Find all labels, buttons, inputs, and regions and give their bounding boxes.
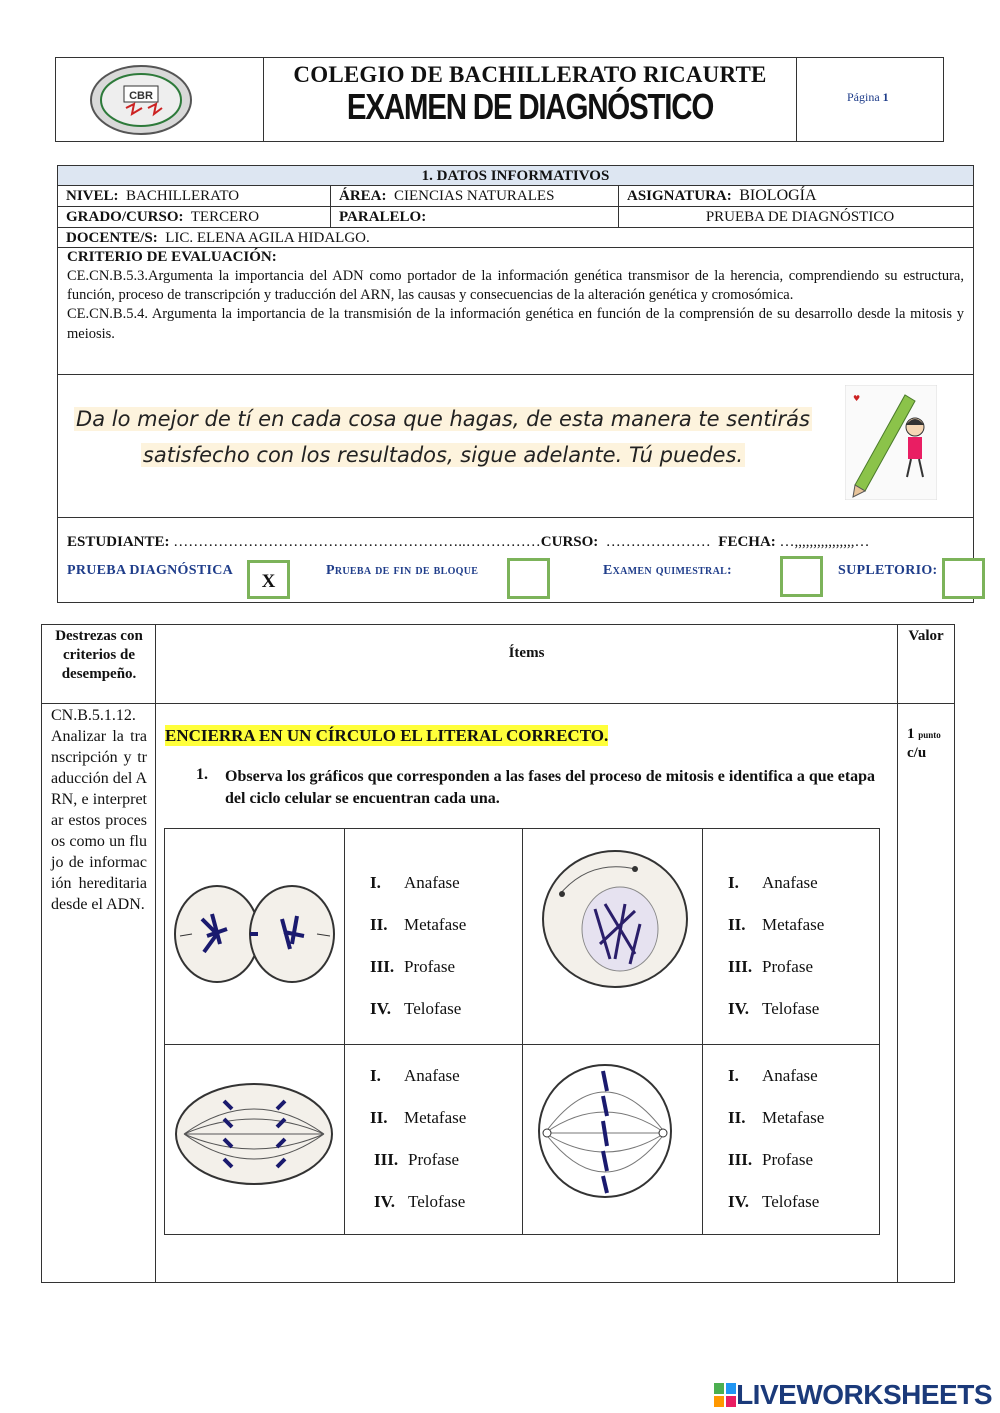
row-grado: GRADO/CURSO: TERCERO PARALELO: PRUEBA DE DIAGNÓSTICO (58, 207, 973, 228)
prueba-diagnostica-label: PRUEBA DIAGNÓSTICA (67, 563, 234, 578)
option-3-III[interactable]: III. Profase (374, 1150, 459, 1169)
option-1-III[interactable]: III. Profase (370, 957, 455, 976)
curso-field[interactable]: ………………… (605, 534, 711, 550)
col-items-header: Ítems (508, 645, 545, 661)
exam-title: EXAMEN DE DIAGNÓSTICO (346, 86, 714, 127)
option-3-I[interactable]: I. Anafase (370, 1066, 460, 1085)
examen-quimestral-label: Examen quimestral: (603, 563, 733, 578)
options-cell-2 (728, 862, 824, 1030)
criterio-1: CE.CN.B.5.3.Argumenta la importancia del ADN como portador de la información genética transmisor de la herencia, comprendiendo su estructura, función, proceso de transcripción y traducción del ARN, las causas y consecuencias de la alteración genética y cromosómica. (67, 268, 964, 304)
prueba-fin-label: Prueba de fin de bloque (326, 563, 479, 578)
option-4-I[interactable]: I. Anafase (728, 1066, 818, 1085)
supletorio-label: SUPLETORIO: (838, 563, 938, 578)
page-cell (797, 58, 943, 141)
checkbox-supletorio[interactable] (942, 558, 985, 599)
q1-text: Observa los gráficos que corresponden a las fases del proceso de mitosis e identifica a que etapa del ciclo celular se encuentran cada una. (225, 768, 876, 807)
cell-image-telofase-like (172, 874, 337, 994)
option-1-IV[interactable]: IV. Telofase (370, 999, 462, 1018)
destreza-text: CN.B.5.1.12. Analizar la transcripción y traducción del ARN, e interpretar estos procesos como un flujo de información hereditaria desde el ADN. (51, 707, 147, 913)
row-docente: DOCENTE/S: LIC. ELENA AGILA HIDALGO. (58, 228, 973, 248)
checkbox-examen-quimestral[interactable] (780, 556, 823, 597)
school-name: COLEGIO DE BACHILLERATO RICAURTE (293, 62, 767, 87)
option-1-II[interactable]: II. Metafase (370, 915, 467, 934)
option-4-II[interactable]: II. Metafase (728, 1108, 825, 1127)
checkbox-prueba-diagnostica[interactable]: X (247, 560, 290, 599)
options-cell-4 (728, 1055, 824, 1223)
option-2-II[interactable]: II. Metafase (728, 915, 825, 934)
option-2-IV[interactable]: IV. Telofase (728, 999, 820, 1018)
pencil-girl-illustration (845, 385, 937, 500)
title-cell (264, 58, 797, 141)
lwk-logo-icon (714, 1383, 736, 1407)
motivation-text: Da lo mejor de tí en cada cosa que hagas, de esta manera te sentirás satisfecho con los resultados, sigue adelante. Tú puedes. (76, 407, 810, 467)
motivation-row (58, 375, 973, 518)
svg-text:♥: ♥ (853, 394, 861, 403)
section-title: 1. DATOS INFORMATIVOS (58, 166, 973, 186)
cell-image-metafase-like (535, 1061, 675, 1201)
svg-text:CBR: CBR (129, 90, 153, 102)
option-2-I[interactable]: I. Anafase (728, 873, 818, 892)
option-3-II[interactable]: II. Metafase (370, 1108, 467, 1127)
option-3-IV[interactable]: IV. Telofase (374, 1192, 466, 1211)
school-logo (86, 64, 196, 136)
cell-image-anafase-like (172, 1079, 337, 1189)
row-nivel: NIVEL: BACHILLERATO ÁREA: CIENCIAS NATURALES ASIGNATURA: BIOLOGÍA (58, 186, 973, 207)
logo-cell (56, 58, 264, 141)
datos-informativos (57, 165, 974, 603)
option-4-IV[interactable]: IV. Telofase (728, 1192, 820, 1211)
option-4-III[interactable]: III. Profase (728, 1150, 813, 1169)
fecha-field[interactable]: …,,,,,,,,,,,,,,,,… (779, 534, 870, 550)
page-indicator: Página 1 (847, 90, 889, 104)
options-cell-1 (370, 862, 466, 1030)
options-cell-3 (370, 1055, 466, 1223)
instruction-text: ENCIERRA EN UN CÍRCULO EL LITERAL CORRECTO. (165, 726, 609, 745)
row-criterio: CRITERIO DE EVALUACIÓN: CE.CN.B.5.3.Argumenta la importancia del ADN como portador de la información genética transmisor de la herencia, comprendiendo su estructura, función, proceso de transcripción y traducción del ARN, las causas y consecuencias de la alteración genética y cromosómica. CE.CN.B.5.4. Argumenta la importancia de la transmisión de la información genética en función de la comprensión de su desarrollo desde la mitosis y meiosis. (58, 248, 973, 375)
col-destrezas-header: Destrezas con criterios de desempeño. (55, 628, 143, 682)
student-line: ESTUDIANTE: …………………………………………………..……………CURSO: ………………… FECHA: …,,,,,,,,,,,,,,,,… (67, 534, 870, 550)
mitosis-grid (164, 828, 880, 1235)
liveworksheets-watermark[interactable]: LIVEWORKSHEETS (714, 1379, 992, 1411)
cell-image-profase-like (540, 849, 690, 989)
criterio-2: CE.CN.B.5.4. Argumenta la importancia de la transmisión de la información genética en función de la comprensión de su desarrollo desde la mitosis y meiosis. (67, 306, 964, 342)
option-1-I[interactable]: I. Anafase (370, 873, 460, 892)
estudiante-field[interactable]: …………………………………………………..…………… (173, 534, 541, 550)
checkbox-prueba-fin-bloque[interactable] (507, 558, 550, 599)
option-2-III[interactable]: III. Profase (728, 957, 813, 976)
valor-cell: 1 punto c/u (907, 726, 941, 761)
header-box (55, 57, 944, 142)
col-valor-header: Valor (908, 628, 944, 644)
q1-number: 1. (196, 766, 208, 783)
